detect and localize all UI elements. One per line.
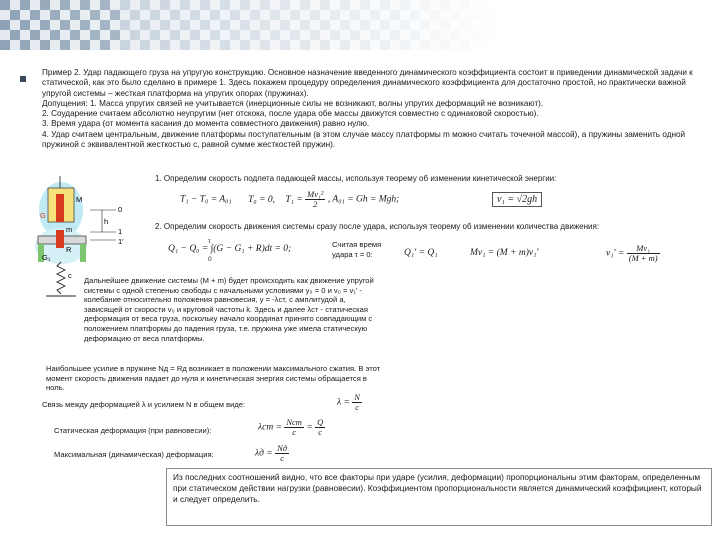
checker-cell <box>100 30 110 40</box>
checker-cell <box>250 40 260 50</box>
checker-cell <box>350 10 360 20</box>
checker-cell <box>210 30 220 40</box>
label-1-prime: 1′ <box>118 237 124 246</box>
checker-cell <box>80 40 90 50</box>
checker-cell <box>60 40 70 50</box>
checker-cell <box>250 20 260 30</box>
formula-work: , A₀₁ = Gh = Mgh; <box>327 194 400 205</box>
checker-cell <box>230 10 240 20</box>
checker-cell <box>450 20 460 30</box>
checker-cell <box>30 20 40 30</box>
checker-cell <box>290 30 300 40</box>
checker-cell <box>130 40 140 50</box>
checker-cell <box>250 0 260 10</box>
checker-cell <box>480 0 490 10</box>
fraction-velocity: $\frac{\text{Mv₁}}{(M + m)}$ <box>628 243 658 263</box>
label-h: h <box>104 217 109 226</box>
checker-cell <box>360 40 370 50</box>
impact-time-note: Считая время удара τ = 0: <box>332 240 382 259</box>
checker-cell <box>260 30 270 40</box>
checker-cell <box>50 10 60 20</box>
checker-cell <box>60 20 70 30</box>
static-deformation-formula: λст = $\frac{\text{Nст}}{c}$ = $\frac{Q}{c}$ <box>258 417 324 437</box>
checker-cell <box>330 40 340 50</box>
formula-velocity-after: v₁′ = $\frac{\text{Mv₁}}{(M + m)}$ <box>606 243 658 263</box>
checker-cell <box>320 40 330 50</box>
checker-cell <box>470 20 480 30</box>
checker-cell <box>460 30 470 40</box>
checker-cell <box>470 0 480 10</box>
checker-cell <box>260 10 270 20</box>
label-G: G <box>40 211 46 220</box>
checker-cell <box>60 0 70 10</box>
checker-cell <box>40 20 50 30</box>
checker-cell <box>70 30 80 40</box>
checker-cell <box>220 30 230 40</box>
checker-cell <box>440 10 450 20</box>
checker-cell <box>110 0 120 10</box>
checker-cell <box>470 10 480 20</box>
checker-cell <box>350 20 360 30</box>
checker-cell <box>310 0 320 10</box>
checker-cell <box>370 40 380 50</box>
checker-cell <box>230 20 240 30</box>
checker-cell <box>360 10 370 20</box>
checker-cell <box>340 30 350 40</box>
checker-cell <box>370 30 380 40</box>
checker-cell <box>130 20 140 30</box>
checker-cell <box>200 30 210 40</box>
checker-cell <box>420 0 430 10</box>
checker-cell <box>10 0 20 10</box>
checker-cell <box>150 0 160 10</box>
relation-formula: λ = $\frac{N}{c}$ <box>337 392 360 412</box>
checker-cell <box>20 20 30 30</box>
checker-cell <box>160 10 170 20</box>
checker-cell <box>440 30 450 40</box>
checker-cell <box>410 20 420 30</box>
checker-cell <box>110 40 120 50</box>
mass-core <box>56 194 64 222</box>
checker-cell <box>10 40 20 50</box>
checker-cell <box>330 20 340 30</box>
checker-cell <box>370 20 380 30</box>
assumption-3: 3. Время удара (от момента касания до момента совместного движения) равно нулю. <box>42 119 370 129</box>
checker-cell <box>310 20 320 30</box>
checker-cell <box>110 10 120 20</box>
checker-cell <box>320 30 330 40</box>
checker-cell <box>60 10 70 20</box>
checker-cell <box>400 20 410 30</box>
checker-cell <box>420 40 430 50</box>
checker-cell <box>280 20 290 30</box>
velocity-result-box: v₁ = √2gh <box>492 192 542 207</box>
checker-cell <box>70 20 80 30</box>
checker-cell <box>40 0 50 10</box>
checker-cell <box>200 0 210 10</box>
checker-cell <box>240 20 250 30</box>
label-0: 0 <box>118 205 123 214</box>
checker-cell <box>240 40 250 50</box>
checker-cell <box>410 30 420 40</box>
checker-cell <box>470 30 480 40</box>
checker-cell <box>200 40 210 50</box>
checker-cell <box>10 30 20 40</box>
checker-cell <box>280 0 290 10</box>
formula-q-equal: Q₁′ = Q₁ <box>404 248 438 258</box>
assumption-1: Допущения: 1. Масса упругих связей не учитывается (инерционные силы не возникают, волны упругих деформаций не возникают). <box>42 98 544 108</box>
checker-cell <box>140 10 150 20</box>
checker-cell <box>0 30 10 40</box>
assumption-4: 4. Удар считаем центральным, движение платформы поступательным (в этом случае массу платформы m можно считать точечной массой), а пружины заменить одной пружиной с эквивалентной жесткостью c, равной сумме жесткостей пружин). <box>42 129 686 150</box>
formula-momentum-balance: Mv₁ = (M + m)v₁′ <box>470 248 539 258</box>
checker-cell <box>480 20 490 30</box>
checker-cell <box>190 10 200 20</box>
checker-cell <box>150 10 160 20</box>
checker-cell <box>240 10 250 20</box>
checker-cell <box>180 0 190 10</box>
checker-cell <box>460 10 470 20</box>
checker-cell <box>120 30 130 40</box>
checker-cell <box>490 20 500 30</box>
max-deformation-label: Максимальная (динамическая) деформация: <box>54 450 214 459</box>
checker-cell <box>130 0 140 10</box>
checker-cell <box>170 10 180 20</box>
label-M: M <box>76 195 83 204</box>
checker-cell <box>290 10 300 20</box>
checker-cell <box>190 30 200 40</box>
static-deformation-label: Статическая деформация (при равновесии): <box>54 426 212 435</box>
checker-cell <box>360 0 370 10</box>
checker-cell <box>320 0 330 10</box>
label-G1: G₁ <box>42 253 51 262</box>
formula-energy: T₁ − T₀ = A₀₁ <box>180 194 232 205</box>
fraction-kinetic: $\frac{\text{Mv₁²}}{2}$ <box>307 189 324 209</box>
checker-cell <box>260 0 270 10</box>
checker-cell <box>180 10 190 20</box>
checker-cell <box>90 20 100 30</box>
checker-cell <box>110 30 120 40</box>
checker-cell <box>280 10 290 20</box>
checker-cell <box>10 20 20 30</box>
checker-cell <box>330 0 340 10</box>
step-2-momentum-formula: Q₁ − Q₀ = ∫(G − G₁ + R)dt = 0; <box>168 244 292 254</box>
checker-cell <box>160 30 170 40</box>
checker-cell <box>30 30 40 40</box>
checker-cell <box>70 10 80 20</box>
checker-cell <box>410 40 420 50</box>
momentum-integral: ∫(G − G₁ + R)dt = 0; <box>210 244 292 254</box>
checker-cell <box>90 40 100 50</box>
checker-cell <box>190 40 200 50</box>
intro-block <box>42 68 712 150</box>
checker-cell <box>50 40 60 50</box>
checker-cell <box>250 30 260 40</box>
checker-cell <box>410 0 420 10</box>
checker-cell <box>210 40 220 50</box>
checker-cell <box>110 20 120 30</box>
checker-cell <box>140 20 150 30</box>
checker-cell <box>160 20 170 30</box>
checker-cell <box>140 30 150 40</box>
checker-cell <box>280 30 290 40</box>
platform-mass <box>56 230 64 248</box>
checker-cell <box>440 20 450 30</box>
step-1-formula <box>180 190 399 209</box>
checker-cell <box>60 30 70 40</box>
right-support <box>80 244 86 262</box>
checker-cell <box>330 30 340 40</box>
checker-cell <box>440 40 450 50</box>
checker-cell <box>290 40 300 50</box>
checker-cell <box>210 20 220 30</box>
checker-cell <box>40 30 50 40</box>
checker-cell <box>430 30 440 40</box>
checker-cell <box>200 20 210 30</box>
checker-cell <box>100 40 110 50</box>
checker-cell <box>270 30 280 40</box>
checker-cell <box>220 20 230 30</box>
checker-cell <box>480 30 490 40</box>
checker-cell <box>80 10 90 20</box>
checker-cell <box>400 30 410 40</box>
checker-cell <box>30 40 40 50</box>
checker-cell <box>380 30 390 40</box>
checker-cell <box>460 0 470 10</box>
checker-cell <box>20 40 30 50</box>
checker-cell <box>160 0 170 10</box>
checker-cell <box>340 20 350 30</box>
checker-cell <box>490 0 500 10</box>
label-m: m <box>66 225 73 234</box>
checker-cell <box>390 20 400 30</box>
checker-cell <box>280 40 290 50</box>
checker-cell <box>180 40 190 50</box>
checker-cell <box>140 0 150 10</box>
checker-cell <box>30 0 40 10</box>
checker-cell <box>120 20 130 30</box>
checker-cell <box>380 0 390 10</box>
checker-cell <box>370 0 380 10</box>
checker-cell <box>80 30 90 40</box>
checker-cell <box>490 10 500 20</box>
checker-cell <box>460 40 470 50</box>
label-c: c <box>68 271 72 280</box>
checker-cell <box>150 20 160 30</box>
checker-cell <box>40 10 50 20</box>
checker-cell <box>230 40 240 50</box>
checker-cell <box>440 0 450 10</box>
checker-cell <box>190 20 200 30</box>
checker-cell <box>390 40 400 50</box>
checker-cell <box>30 10 40 20</box>
checker-cell <box>230 30 240 40</box>
checker-cell <box>390 10 400 20</box>
checker-cell <box>450 0 460 10</box>
checker-cell <box>90 0 100 10</box>
checker-cell <box>270 20 280 30</box>
checker-cell <box>220 40 230 50</box>
checker-cell <box>50 20 60 30</box>
checker-cell <box>430 40 440 50</box>
checker-cell <box>260 40 270 50</box>
checker-cell <box>380 10 390 20</box>
checker-cell <box>390 0 400 10</box>
checker-cell <box>430 20 440 30</box>
checker-cell <box>170 30 180 40</box>
header-checker-pattern <box>0 0 720 50</box>
checker-cell <box>260 20 270 30</box>
integral-upper-limit: τ <box>208 238 211 245</box>
checker-cell <box>300 40 310 50</box>
checker-cell <box>100 20 110 30</box>
checker-cell <box>350 30 360 40</box>
label-1: 1 <box>118 227 123 236</box>
checker-cell <box>400 0 410 10</box>
max-deformation-formula: λд = $\frac{Nд}{c}$ <box>255 443 288 463</box>
checker-cell <box>250 10 260 20</box>
checker-cell <box>300 10 310 20</box>
checker-cell <box>210 0 220 10</box>
checker-cell <box>240 0 250 10</box>
checker-cell <box>400 40 410 50</box>
conclusion-box: Из последних соотношений видно, что все факторы при ударе (усилия, деформации) пропорциональны этим факторам, определенным при статическом действии нагрузки (равновесии). Коэффициентом пропорциональности является динамический коэффициент, который и следует определить. <box>166 468 712 526</box>
checker-cell <box>380 40 390 50</box>
checker-cell <box>150 30 160 40</box>
checker-cell <box>20 30 30 40</box>
checker-cell <box>210 10 220 20</box>
checker-cell <box>20 0 30 10</box>
checker-cell <box>350 40 360 50</box>
checker-cell <box>0 40 10 50</box>
checker-cell <box>420 10 430 20</box>
checker-cell <box>360 20 370 30</box>
checker-cell <box>100 0 110 10</box>
step-1-text: 1. Определим скорость подлета падающей массы, используя теорему об изменении кинетической энергии: <box>155 174 557 183</box>
checker-cell <box>70 0 80 10</box>
checker-cell <box>320 10 330 20</box>
checker-cell <box>370 10 380 20</box>
checker-cell <box>150 40 160 50</box>
intro-paragraph: Пример 2. Удар падающего груза на упругую конструкцию. Основное назначение введенного динамического коэффициента состоит в приведении динамической задачи к статической, как это было сделано в примере 1. Здесь покажем процедуру определения динамического коэффициента для достаточно простой, но практически важной упругой системы – жесткая платформа на упругих опорах (пружинах). <box>42 68 693 98</box>
checker-cell <box>120 0 130 10</box>
checker-cell <box>170 0 180 10</box>
checker-cell <box>120 40 130 50</box>
checker-cell <box>50 30 60 40</box>
checker-cell <box>390 30 400 40</box>
checker-cell <box>220 0 230 10</box>
checker-cell <box>290 20 300 30</box>
checker-cell <box>470 40 480 50</box>
checker-cell <box>320 20 330 30</box>
checker-cell <box>310 10 320 20</box>
relation-text: Связь между деформацией λ и усилием N в общем виде: <box>42 400 246 409</box>
checker-cell <box>340 0 350 10</box>
checker-cell <box>10 10 20 20</box>
checker-cell <box>50 0 60 10</box>
checker-cell <box>300 30 310 40</box>
slide-bullet <box>20 76 26 82</box>
checker-cell <box>410 10 420 20</box>
checker-cell <box>160 40 170 50</box>
checker-cell <box>130 10 140 20</box>
checker-cell <box>80 0 90 10</box>
checker-cell <box>90 30 100 40</box>
checker-cell <box>220 10 230 20</box>
checker-cell <box>300 0 310 10</box>
max-force-text: Наибольшее усилие в пружине Nд = Rд возникает в положении максимального сжатия. В этот момент скорость движения падает до нуля и кинетическая энергия системы обращается в ноль. <box>46 364 381 393</box>
checker-cell <box>490 30 500 40</box>
checker-cell <box>270 40 280 50</box>
continuation-text: Дальнейшее движение системы (M + m) будет происходить как движение упругой системы с одной степенью свободы с начальными условиями y₀ = 0 и v₀ = v₁′ - колебание относительно положения равновесия, y = -λст, с амплитудой a, зависящей от скорости v₀ и круговой частоты k. Здесь и далее λст - статическая деформация от веса груза, поскольку начало координат принято совпадающим с положением платформы до падения груза, т.е. пружина уже имела статическую деформацию от веса платформы. <box>84 276 374 343</box>
checker-cell <box>420 30 430 40</box>
integral-lower-limit: 0 <box>208 256 212 263</box>
checker-cell <box>120 10 130 20</box>
checker-cell <box>70 40 80 50</box>
checker-cell <box>170 40 180 50</box>
checker-cell <box>240 30 250 40</box>
checker-cell <box>0 20 10 30</box>
formula-t1: T₁ = <box>285 194 303 205</box>
checker-cell <box>180 20 190 30</box>
checker-cell <box>190 0 200 10</box>
checker-cell <box>100 10 110 20</box>
checker-cell <box>20 10 30 20</box>
checker-cell <box>300 20 310 30</box>
checker-cell <box>130 30 140 40</box>
checker-cell <box>430 10 440 20</box>
checker-cell <box>270 10 280 20</box>
checker-cell <box>490 40 500 50</box>
checker-cell <box>90 10 100 20</box>
checker-cell <box>380 20 390 30</box>
checker-cell <box>480 10 490 20</box>
step-2-text: 2. Определим скорость движения системы сразу после удара, используя теорему об изменении количества движения: <box>155 222 600 231</box>
checker-cell <box>420 20 430 30</box>
checker-cell <box>310 30 320 40</box>
checker-cell <box>340 40 350 50</box>
checker-cell <box>80 20 90 30</box>
checker-cell <box>460 20 470 30</box>
checker-cell <box>230 0 240 10</box>
checker-cell <box>180 30 190 40</box>
checker-cell <box>290 0 300 10</box>
spring <box>57 262 65 294</box>
checker-cell <box>170 20 180 30</box>
checker-cell <box>40 40 50 50</box>
checker-cell <box>140 40 150 50</box>
assumption-2: 2. Соударение считаем абсолютно неупругим (нет отскока, после удара обе массы движутся совместно с одинаковой скоростью). <box>42 109 539 119</box>
checker-cell <box>480 40 490 50</box>
formula-t0: T₀ = 0, <box>248 194 275 205</box>
checker-cell <box>0 10 10 20</box>
checker-cell <box>330 10 340 20</box>
checker-cell <box>450 40 460 50</box>
checker-cell <box>270 0 280 10</box>
checker-cell <box>450 10 460 20</box>
checker-cell <box>450 30 460 40</box>
checker-cell <box>430 0 440 10</box>
checker-cell <box>0 0 10 10</box>
checker-cell <box>310 40 320 50</box>
checker-cell <box>360 30 370 40</box>
checker-cell <box>200 10 210 20</box>
checker-cell <box>400 10 410 20</box>
label-R: R <box>66 245 72 254</box>
checker-cell <box>350 0 360 10</box>
checker-cell <box>340 10 350 20</box>
